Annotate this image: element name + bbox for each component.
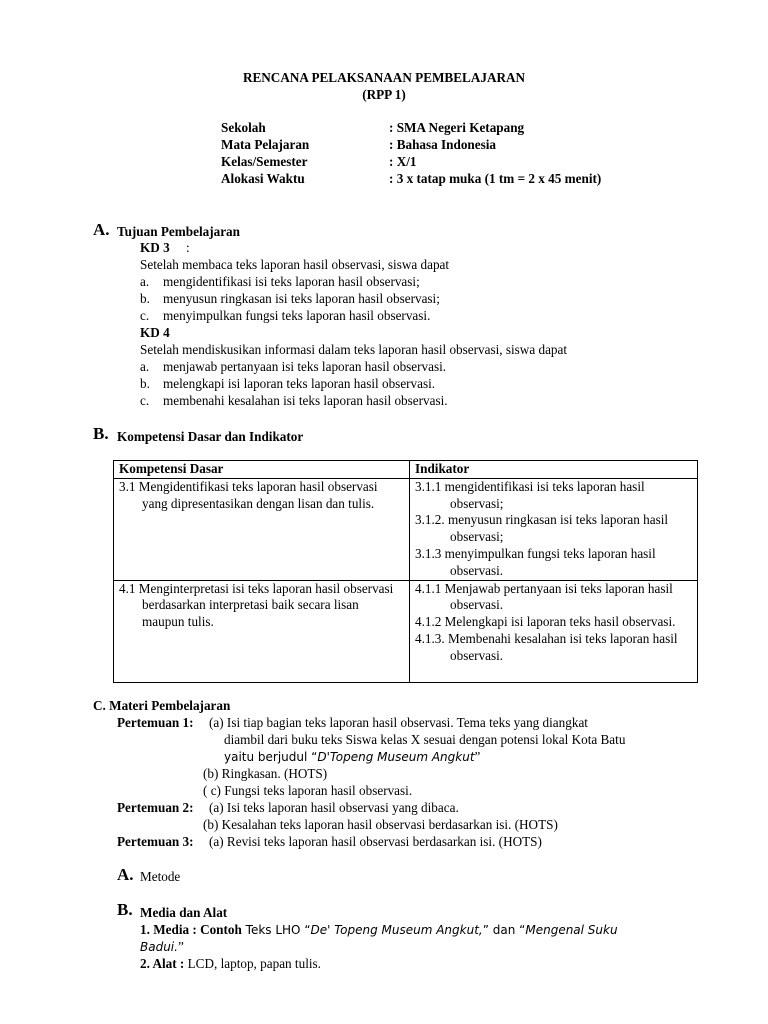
identity-value-class: : X/1: [389, 154, 417, 169]
document-title: RENCANA PELAKSANAAN PEMBELAJARAN: [242, 70, 526, 85]
kd3-colon: :: [186, 240, 190, 255]
identity-label-time: Alokasi Waktu: [221, 171, 305, 186]
indicator-text: 3.1.1 mengidentifikasi isi teks laporan hasil observasi;: [415, 478, 645, 511]
meeting-2-label: Pertemuan 2:: [117, 800, 194, 815]
alat-line: [140, 956, 321, 972]
media-text: ” dan “: [482, 923, 526, 937]
kd4-intro: Setelah mendiskusikan informasi dalam teks laporan hasil observasi, siswa dapat: [140, 342, 568, 357]
kd-text: 4.1 Menginterpretasi isi teks laporan hasil observasi berdasarkan interpretasi baik secara lisan maupun tulis.: [119, 580, 394, 630]
identity-label-school: Sekolah: [221, 120, 266, 135]
identity-label-class: Kelas/Semester: [221, 154, 308, 169]
kd4-item-letter: b.: [140, 376, 150, 391]
kd3-item-letter: a.: [140, 274, 150, 289]
kd3-item-letter: c.: [140, 308, 150, 323]
meeting-2-item-a: (a) Isi teks laporan hasil observasi yang dibaca.: [209, 800, 459, 815]
title-prefix: yaitu berjudul “: [224, 750, 318, 764]
kd3-label: KD 3: [140, 240, 170, 255]
table-cell-indicator: [410, 478, 698, 580]
table-cell-kd: [114, 580, 410, 682]
alat-text: LCD, laptop, papan tulis.: [184, 956, 321, 971]
media-line: [140, 922, 618, 938]
kd3-item-text: mengidentifikasi isi teks laporan hasil observasi;: [163, 274, 420, 289]
kd4-item-text: membenahi kesalahan isi teks laporan hasil observasi.: [163, 393, 448, 408]
media-line-cont: [140, 939, 184, 955]
kd4-item-letter: c.: [140, 393, 150, 408]
table-header-kd: Kompetensi Dasar: [114, 461, 410, 479]
media-text: ”: [177, 939, 184, 954]
indicator-text: 4.1.2 Melengkapi isi laporan teks hasil observasi.: [415, 614, 676, 630]
section-a-letter: A.: [93, 220, 110, 239]
meeting-1-item-b: (b) Ringkasan. (HOTS): [203, 766, 328, 781]
table-header-row: [114, 461, 698, 479]
indicator-text: 4.1.1 Menjawab pertanyaan isi teks laporan hasil observasi.: [415, 580, 673, 613]
text-title: D'Topeng Museum Angkut: [317, 750, 475, 764]
kd3-item-text: menyimpulkan fungsi teks laporan hasil observasi.: [163, 308, 431, 323]
section-b-title: Kompetensi Dasar dan Indikator: [117, 429, 304, 444]
section-media-letter: B.: [117, 900, 133, 919]
meeting-1-item-c: ( c) Fungsi teks laporan hasil observasi.: [203, 783, 413, 798]
kd4-item-letter: a.: [140, 359, 150, 374]
alat-label: 2. Alat :: [140, 956, 185, 971]
kd3-intro: Setelah membaca teks laporan hasil observasi, siswa dapat: [140, 257, 450, 272]
kd4-item-text: menjawab pertanyaan isi teks laporan hasil observasi.: [163, 359, 447, 374]
section-a-title: Tujuan Pembelajaran: [117, 224, 240, 239]
media-title-2: Mengenal Suku: [525, 923, 618, 937]
identity-value-time: : 3 x tatap muka (1 tm = 2 x 45 menit): [389, 171, 602, 186]
kd3-item-letter: b.: [140, 291, 150, 306]
table-row: [114, 580, 698, 682]
kd4-item-text: melengkapi isi laporan teks laporan hasil observasi.: [163, 376, 436, 391]
table-cell-indicator: [410, 580, 698, 682]
meeting-1-item-a-title-line: [224, 749, 480, 765]
meeting-1-item-a-cont: diambil dari buku teks Siswa kelas X sesuai dengan potensi lokal Kota Batu: [224, 732, 626, 747]
title-suffix: ”: [474, 749, 481, 764]
media-title-2-cont: Badui.: [140, 940, 178, 954]
section-b-letter: B.: [93, 424, 109, 443]
document-subtitle: (RPP 1): [362, 87, 406, 102]
table-header-indicator: Indikator: [410, 461, 698, 479]
indicator-text: 4.1.3. Membenahi kesalahan isi teks laporan hasil observasi.: [415, 630, 678, 663]
table-row: [114, 478, 698, 580]
section-media-title: Media dan Alat: [140, 905, 228, 920]
kd4-label: KD 4: [140, 325, 170, 340]
kd3-item-text: menyusun ringkasan isi teks laporan hasil observasi;: [163, 291, 440, 306]
kd-text: 3.1 Mengidentifikasi teks laporan hasil observasi yang dipresentasikan dengan lisan dan tulis.: [119, 478, 378, 511]
identity-value-school: : SMA Negeri Ketapang: [389, 120, 525, 135]
section-c-title: C. Materi Pembelajaran: [93, 698, 231, 713]
section-metode-title: Metode: [140, 869, 181, 884]
meeting-1-item-a: (a) Isi tiap bagian teks laporan hasil observasi. Tema teks yang diangkat: [209, 715, 588, 730]
meeting-3-item-a: (a) Revisi teks laporan hasil observasi berdasarkan isi. (HOTS): [209, 834, 542, 849]
meeting-1-label: Pertemuan 1:: [117, 715, 194, 730]
media-label: 1. Media : Contoh: [140, 922, 242, 937]
identity-value-subject: : Bahasa Indonesia: [389, 137, 497, 152]
section-metode-letter: A.: [117, 865, 134, 884]
media-title-1: De' Topeng Museum Angkut,: [310, 923, 483, 937]
indicator-text: 3.1.3 menyimpulkan fungsi teks laporan hasil observasi.: [415, 545, 656, 578]
media-text: Teks LHO “: [241, 923, 311, 937]
meeting-2-item-b: (b) Kesalahan teks laporan hasil observasi berdasarkan isi. (HOTS): [203, 817, 558, 832]
meeting-3-label: Pertemuan 3:: [117, 834, 194, 849]
identity-label-subject: Mata Pelajaran: [221, 137, 310, 152]
indicator-text: 3.1.2. menyusun ringkasan isi teks laporan hasil observasi;: [415, 512, 669, 545]
competency-table: [113, 460, 698, 683]
table-cell-kd: [114, 478, 410, 580]
